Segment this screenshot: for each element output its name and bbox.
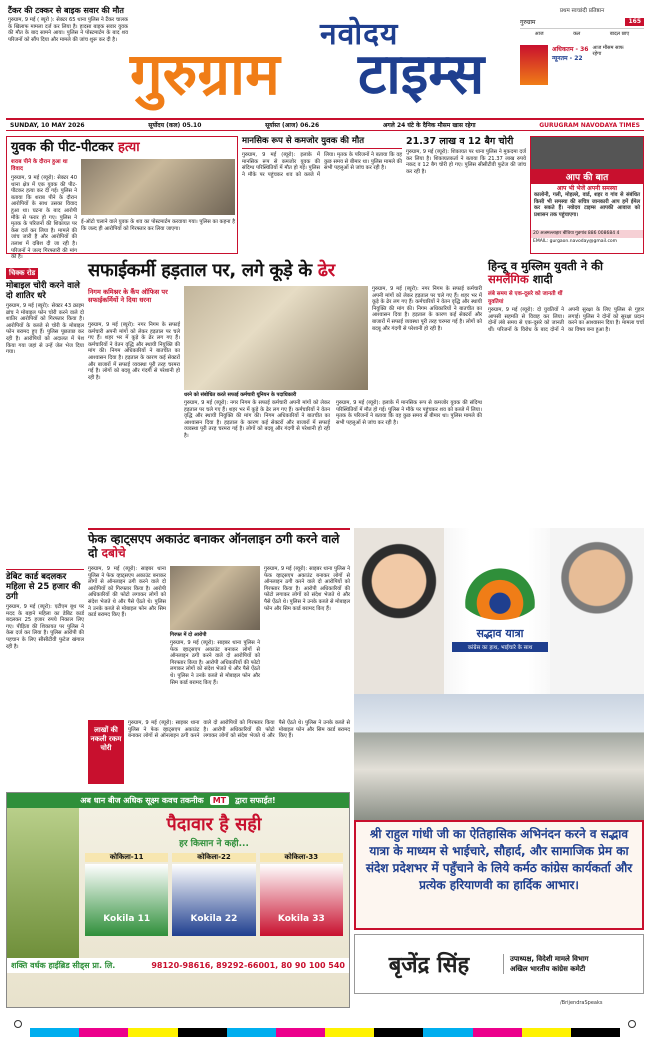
lead-headline-a: सफाईकर्मी हड़ताल पर, लगे कूड़े के	[88, 260, 318, 281]
weather-cloudy: बादल छाए	[609, 31, 630, 37]
masthead	[130, 6, 510, 116]
yatra-logo-text: सद्भाव यात्रा	[476, 627, 524, 640]
yatra-ad	[354, 528, 644, 994]
seed-brand: MT	[210, 796, 229, 805]
reader-box	[530, 136, 644, 254]
whatsapp-body: गुरुग्राम, 9 मई (ब्यूरो): साइबर थाना पुलिस ने फेक व्हाट्सएप अकाउंट बनाकर लोगों से ऑनलाइन ठगी करने वाले दो आरोपियों को गिरफ्तार किया है। आरोपी अधिकारियों की फोटो लगाकर लोगों को संदेश भेजते थे और पैसे ऐंठते थे। पुलिस ने उनके कब्जे से मोबाइल फोन और सिम कार्ड बरामद किए हैं।	[88, 566, 166, 619]
seed-top: अब धान बीज अधिक सूक्ष्म कवच तकनीक	[80, 796, 204, 805]
whatsapp-badge: लाखों की नकली रकम चोरी	[88, 720, 124, 784]
left-h2: डेबिट कार्ड बदलकर महिला से 25 हजार की ठगी	[6, 569, 84, 602]
yatra-portraits	[354, 528, 644, 694]
seed-footer: शक्ति वर्धक हाईब्रिड सीड्स प्रा. लि.	[11, 961, 116, 970]
mental-body: गुरुग्राम, 9 मई (ब्यूरो): इलाके में मानसिक रूप से कमजोर युवक की संदिग्ध परिस्थितियों में मौत हो गई। पुलिस ने मौके पर पहुंचकर शव को कब्जे में लिया। मृतक के परिजनों ने बताया कि वह कुछ समय से बीमार था। पुलिस मामले की सभी पहलुओं से जांच कर रही है।	[242, 152, 402, 178]
yatra-message: श्री राहुल गांधी जी का ऐतिहासिक अभिनंदन करने व सद्भाव यात्रा के माध्यम से भाईचारे, सौहार्द, और सामाजिक प्रेम का संदेश प्रदेशभर में पहुँचाने के लिये कर्मठ कांग्रेस कार्यकर्ता और प्रत्येक हरियाणवी का हार्दिक आभार।	[354, 820, 644, 930]
registration-mark	[628, 1020, 636, 1028]
yatra-logo-sub: कांग्रेस का हाथ, भाईचारे के साथ	[452, 642, 548, 652]
weather-panel	[520, 6, 644, 116]
marriage-headline-c: शादी	[528, 272, 553, 286]
yatra-social: /BrijendraSpeaks	[560, 1000, 603, 1006]
crowd-icon	[531, 137, 643, 169]
temp-min: न्यूनतम - 22	[552, 55, 583, 62]
lead-caption: धरने को संबोधित करते सफाई कर्मचारी यूनियन के पदाधिकारी	[184, 392, 297, 398]
mental-headline: मानसिक रूप से कमजोर युवक की मौत	[242, 136, 402, 149]
whatsapp-body3: गुरुग्राम, 9 मई (ब्यूरो): साइबर थाना पुलिस ने फेक व्हाट्सएप अकाउंट बनाकर लोगों से ऑनलाइन ठगी करने वाले दो आरोपियों को गिरफ्तार किया है। आरोपी अधिकारियों की फोटो लगाकर लोगों को संदेश भेजते थे और पैसे ऐंठते थे। पुलिस ने उनके कब्जे से मोबाइल फोन और सिम कार्ड बरामद किए हैं।	[264, 566, 350, 612]
aqi-value: 165	[625, 18, 644, 26]
weather-today: आज	[534, 31, 544, 37]
murder-body2: ई-ऑटो चलाने वाले युवक के शव का पोस्टमार्टम करवाया गया। पुलिस का कहना है कि जल्द ही आरोपियों को गिरफ्तार कर लिया जाएगा।	[81, 219, 235, 232]
story-whatsapp	[88, 528, 350, 788]
story-theft	[406, 136, 526, 254]
seed-ad	[6, 792, 350, 1008]
lead-kicker: निगम कमिश्नर के कैंप ऑफिस पर सफाईकर्मियों ने दिया धरना	[88, 288, 168, 304]
product-label-2: कोकिला-22	[172, 853, 255, 862]
yatra-designation2: अखिल भारतीय कांग्रेस कमेटी	[510, 965, 586, 973]
lead-body-col3: गुरुग्राम, 9 मई (ब्यूरो): नगर निगम के सफाई कर्मचारी अपनी मांगों को लेकर हड़ताल पर चले गए हैं। शहर भर में कूड़े के ढेर लग गए हैं। कर्मचारियों ने वेतन वृद्धि और स्थायी नियुक्ति की मांग की। निगम अधिकारियों ने बातचीत का आश्वासन दिया है। हड़ताल के कारण कई सेक्टरों और बाजारों में सफाई व्यवस्था पूरी तरह चरमरा गई है। लोगों को बदबू और गंदगी से परेशानी हो रही है।	[184, 400, 330, 439]
marriage-headline-a: हिन्दू व मुस्लिम युवती ने की	[488, 259, 603, 273]
marriage-headline-b: समलैंगिक	[488, 272, 529, 286]
lead-body-col2: गुरुग्राम, 9 मई (ब्यूरो): नगर निगम के सफाई कर्मचारी अपनी मांगों को लेकर हड़ताल पर चले गए हैं। शहर भर में कूड़े के ढेर लग गए हैं। कर्मचारियों ने वेतन वृद्धि और स्थायी नियुक्ति की मांग की। निगम अधिकारियों ने बातचीत का आश्वासन दिया है। हड़ताल के कारण कई सेक्टरों और बाजारों में सफाई व्यवस्था पूरी तरह चरमरा गई है। लोगों को बदबू और गंदगी से परेशानी हो रही है।	[372, 286, 482, 332]
marriage-kicker: लंबे समय से एक-दूसरे को जानती थीं युवतियां	[488, 291, 563, 305]
yatra-logo-icon	[458, 564, 542, 620]
theft-body: गुरुग्राम, 9 मई (ब्यूरो): शिकायत पर थाना पुलिस ने मुकदमा दर्ज कर लिया है। शिकायतकर्ता ने बताया कि 21.37 लाख रुपये नकद व 12 बैग चोरी हो गए। पुलिस सीसीटीवी फुटेज की जांच कर रही है।	[406, 149, 526, 175]
product-pack-2: Kokila 22	[172, 864, 255, 936]
weather-city: गुरुग्राम	[520, 19, 536, 26]
price-label: प्रथम स्वच्छंदी प्रतिष्ठान	[559, 8, 605, 14]
left-b2: गुरुग्राम, 9 मई (ब्यूरो): एटीएम बूथ पर मदद के बहाने महिला का डेबिट कार्ड बदलकर 25 हजार रुपये निकाल लिए गए। पीड़िता की शिकायत पर पुलिस ने केस दर्ज कर लिया है। पुलिस आरोपी की पहचान के लिए सीसीटीवी फुटेज खंगाल रही है।	[6, 604, 84, 650]
whatsapp-photo	[170, 566, 260, 630]
left-column	[6, 260, 84, 788]
reader-contact: 20 अजमल्लाहार बीविया गुडगांव 886 008684 4	[531, 230, 643, 238]
story-mental	[242, 136, 402, 254]
date-line: SUNDAY, 10 MAY 2026	[10, 121, 85, 129]
masthead-top: नवोदय	[320, 17, 399, 52]
top-left-brief	[8, 6, 128, 70]
whatsapp-body2: गुरुग्राम, 9 मई (ब्यूरो): साइबर थाना पुलिस ने फेक व्हाट्सएप अकाउंट बनाकर लोगों से ऑनलाइन ठगी करने वाले दो आरोपियों को गिरफ्तार किया है। आरोपी अधिकारियों की फोटो लगाकर लोगों को संदेश भेजते थे और पैसे ऐंठते थे। पुलिस ने उनके कब्जे से मोबाइल फोन और सिम कार्ड बरामद किए हैं।	[170, 640, 260, 686]
thermometer-icon	[520, 45, 548, 85]
seed-tag: द्वारा सफाईत!	[235, 796, 276, 805]
murder-headline-b: हत्या	[117, 140, 140, 155]
lead-headline-b: ढेर	[317, 260, 335, 281]
marriage-body: गुरुग्राम, 9 मई (ब्यूरो): दो युवतियों ने आपसी सहमति से विवाह कर लिया। दोनों लंबे समय से एक-दूसरे को जानती थीं। परिजनों के विरोध के बाद दोनों ने अपनी सुरक्षा के लिए पुलिस से गुहार लगाई। पुलिस ने दोनों को सुरक्षा प्रदान करने का आश्वासन दिया है। मामला चर्चा का विषय बना हुआ है।	[488, 307, 644, 333]
seed-slogan: पैदावार है सही	[166, 814, 262, 835]
left-h1: मोबाइल चोरी करने वाले दो शातिर धरे	[6, 281, 80, 301]
registration-mark	[14, 1020, 22, 1028]
whatsapp-headline-b: दबोचे	[101, 546, 126, 560]
edition-note: अगले 24 घंटे के दैनिक मौसम खास रहेगा	[382, 122, 476, 129]
whatsapp-body4: गुरुग्राम, 9 मई (ब्यूरो): साइबर थाना पुलिस ने फेक व्हाट्सएप अकाउंट बनाकर लोगों से ऑनलाइन ठगी करने वाले दो आरोपियों को गिरफ्तार किया है। आरोपी अधिकारियों की फोटो लगाकर लोगों को संदेश भेजते थे और पैसे ऐंठते थे। पुलिस ने उनके कब्जे से मोबाइल फोन और सिम कार्ड बरामद किए हैं।	[128, 720, 350, 740]
whatsapp-caption: गिरफ्त में दो आरोपी	[170, 632, 207, 638]
murder-headline-a: युवक की पीट-पीटकर	[11, 140, 118, 155]
yatra-crowd-photo	[354, 694, 644, 820]
product-label-1: कोकिला-11	[85, 853, 168, 862]
seed-slogan2: हर किसान ने कही...	[179, 839, 249, 849]
seed-phone: 98120-98616, 89292-66001, 80 90 100 540	[151, 961, 345, 970]
yatra-designation1: उपाध्यक्ष, विदेशी मामले विभाग	[510, 955, 589, 963]
sunset: सूर्यास्त (आज) 06.26	[265, 122, 320, 129]
murder-kicker: शराब पीने के दौरान हुआ था विवाद	[11, 159, 68, 172]
product-label-3: कोकिला-33	[260, 853, 343, 862]
color-strip	[30, 1028, 620, 1037]
brief-headline: टैंकर की टक्कर से बाइक सवार की मौत	[8, 6, 124, 15]
product-pack-1: Kokila 11	[85, 864, 168, 936]
weather-tomorrow: कल	[573, 31, 581, 37]
whatsapp-headline-a: फेक व्हाट्सएप अकाउंट बनाकर ऑनलाइन ठगी करने वाले दो	[88, 532, 340, 560]
murder-photo	[81, 159, 235, 215]
left-b1: गुरुग्राम, 9 मई (ब्यूरो): सेक्टर 43 क्राइम ब्रांच ने मोबाइल फोन चोरी करने वाले दो शातिर आरोपियों को गिरफ्तार किया है। आरोपियों के कब्जे से चोरी के मोबाइल फोन बरामद हुए हैं। पुलिस पूछताछ कर रही है। आरोपियों को अदालत में पेश किया गया जहां से उन्हें जेल भेज दिया गया।	[6, 303, 84, 356]
reader-body: कालोनी, गली, मोहल्ले, वार्ड, शहर व गांव से संबंधित किसी भी समस्या की सचित्र जानकारी आप हमें ईमेल कर सकते हैं। नवोदय टाइम्स आपकी आवाज को प्रशासन तक पहुंचाएगा।	[534, 192, 640, 218]
reader-email: EMAIL: gurgaon.navoday@gmail.com	[533, 238, 618, 244]
brief-body: गुरुग्राम, 9 मई ( ब्यूरो ): सेक्टर 65 थाना पुलिस ने टैंकर चालक के खिलाफ मामला दर्ज कर लिया है। हादसा बाइक सवार युवक की मौत के बाद सामने आया। पुलिस ने पोस्टमार्टम के बाद शव परिजनों को सौंप दिया और मामले की जांच शुरू कर दी है।	[8, 17, 128, 43]
portrait-left	[354, 528, 444, 694]
lead-body: गुरुग्राम, 9 मई (ब्यूरो): नगर निगम के सफाई कर्मचारी अपनी मांगों को लेकर हड़ताल पर चले गए हैं। शहर भर में कूड़े के ढेर लग गए हैं। कर्मचारियों ने वेतन वृद्धि और स्थायी नियुक्ति की मांग की। निगम अधिकारियों ने बातचीत का आश्वासन दिया है। हड़ताल के कारण कई सेक्टरों और बाजारों में सफाई व्यवस्था पूरी तरह चरमरा गई है। लोगों को बदबू और गंदगी से परेशानी हो रही है।	[88, 322, 180, 381]
paper-name: GURUGRAM NAVODAYA TIMES	[539, 121, 640, 129]
temp-max: अधिकतम - 36	[552, 46, 589, 53]
murder-body: गुरुग्राम, 9 मई (ब्यूरो): सेक्टर 40 थाना क्षेत्र में एक युवक की पीट-पीटकर हत्या कर दी गई। पुलिस ने बताया कि शराब पीने के दौरान आरोपियों के साथ उसका विवाद हुआ था। घटना के बाद आरोपी मौके से फरार हो गए। पुलिस ने मृतक के परिजनों की शिकायत पर केस दर्ज कर लिया है। मामले की जांच जारी है और आरोपियों की तलाश में दबिश दी जा रही है। परिजनों ने जल्द गिरफ्तारी की मांग की है।	[11, 175, 77, 261]
product-pack-3: Kokila 33	[260, 864, 343, 936]
left-flag: चिक्क रोड	[6, 268, 38, 279]
theft-headline: 21.37 लाख व 12 बैग चोरी	[406, 136, 514, 147]
sunrise: सूर्योदय (कल) 05.10	[148, 122, 202, 129]
reader-title: आप की बात	[531, 169, 643, 184]
reader-subtitle: आप भी भेजें अपनी समस्या	[556, 185, 618, 192]
lead-story	[88, 260, 484, 524]
date-bar	[6, 118, 644, 131]
story-murder	[6, 136, 238, 261]
masthead-right: टाइम्स	[358, 42, 485, 107]
lead-photo	[184, 286, 368, 390]
lead-body-col4: गुरुग्राम, 9 मई (ब्यूरो): इलाके में मानसिक रूप से कमजोर युवक की संदिग्ध परिस्थितियों में मौत हो गई। पुलिस ने मौके पर पहुंचकर शव को कब्जे में लिया। मृतक के परिजनों ने बताया कि वह कुछ समय से बीमार था। पुलिस मामले की सभी पहलुओं से जांच कर रही है।	[336, 400, 482, 426]
yatra-name: बृजेंद्र सिंह	[388, 953, 470, 978]
masthead-left: गुरुग्राम	[130, 40, 280, 108]
story-marriage	[488, 260, 644, 524]
temp-note: आज मौसम साफ रहेगा	[592, 45, 624, 57]
farmer-photo	[7, 808, 79, 958]
portrait-right	[550, 528, 644, 694]
